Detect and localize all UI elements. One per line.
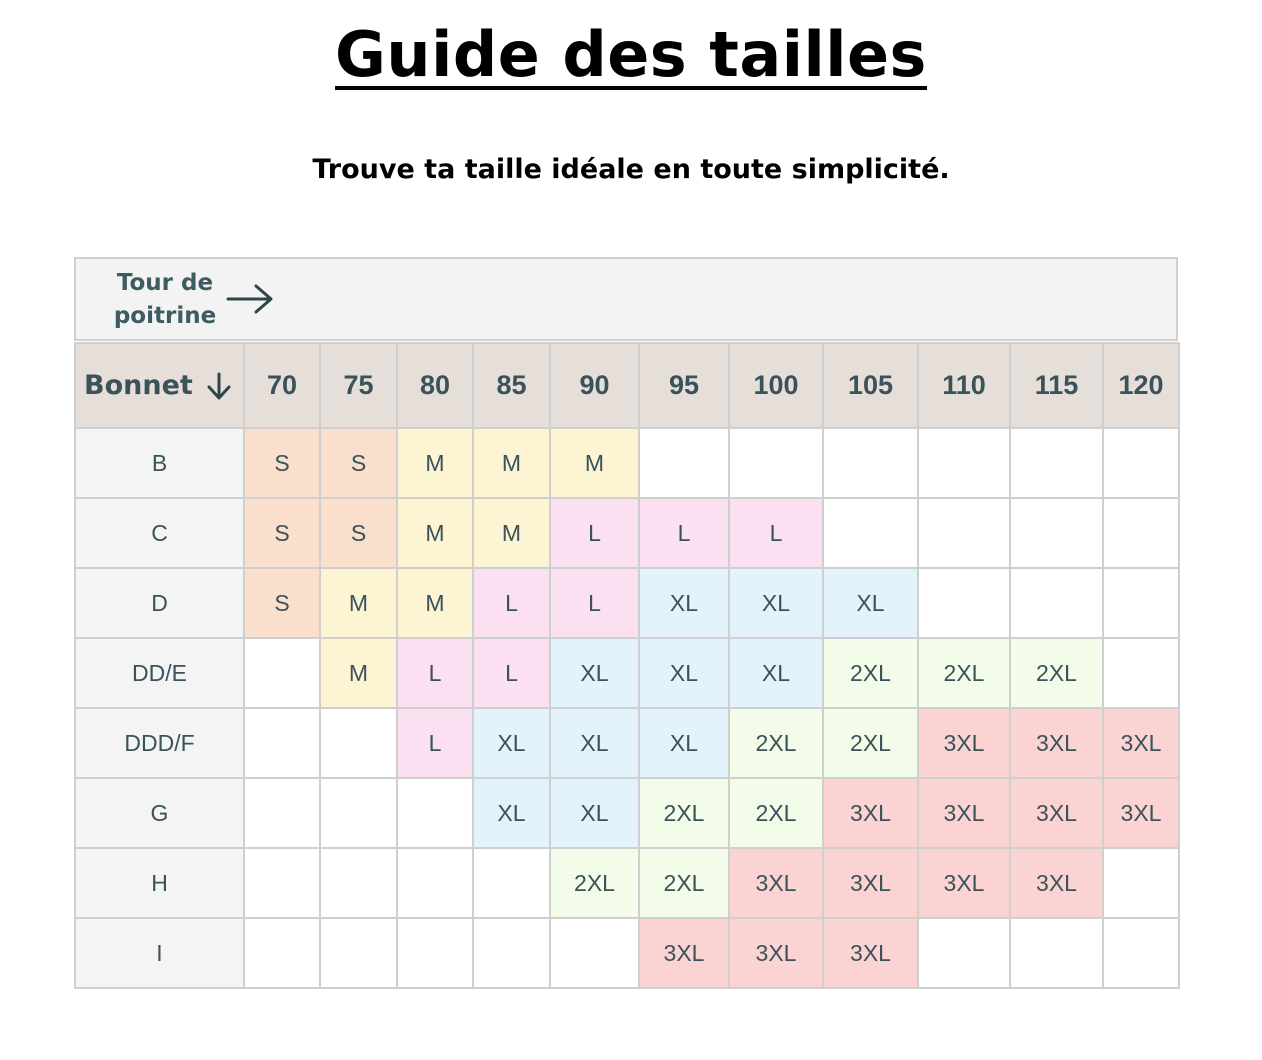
page-title: Guide des tailles — [335, 18, 927, 91]
empty-cell — [1010, 428, 1103, 498]
empty-cell — [473, 848, 550, 918]
size-cell: 2XL — [639, 848, 729, 918]
size-cell: XL — [639, 568, 729, 638]
cup-size-label: DD/E — [75, 638, 244, 708]
empty-cell — [244, 708, 320, 778]
cup-size-label: I — [75, 918, 244, 988]
cup-size-label: D — [75, 568, 244, 638]
size-cell: 2XL — [729, 708, 823, 778]
size-cell: XL — [729, 568, 823, 638]
cup-size-label: DDD/F — [75, 708, 244, 778]
size-cell: 3XL — [918, 708, 1010, 778]
band-size-header: 105 — [823, 343, 918, 428]
size-cell: XL — [473, 708, 550, 778]
empty-cell — [729, 428, 823, 498]
empty-cell — [244, 778, 320, 848]
size-cell: L — [397, 638, 473, 708]
size-cell: 3XL — [1010, 708, 1103, 778]
size-cell: L — [550, 568, 639, 638]
size-cell: S — [244, 498, 320, 568]
bonnet-header-cell — [75, 343, 244, 428]
empty-cell — [1103, 638, 1179, 708]
size-cell: 2XL — [639, 778, 729, 848]
table-row — [75, 568, 1179, 638]
size-cell: 2XL — [1010, 638, 1103, 708]
empty-cell — [1103, 428, 1179, 498]
band-size-header: 95 — [639, 343, 729, 428]
size-cell: XL — [729, 638, 823, 708]
size-cell: 2XL — [823, 638, 918, 708]
size-cell: XL — [550, 638, 639, 708]
tour-de-poitrine-header — [74, 257, 1178, 341]
size-cell: 3XL — [1103, 778, 1179, 848]
size-chart — [74, 257, 1180, 1008]
size-cell: 3XL — [918, 778, 1010, 848]
empty-cell — [1103, 498, 1179, 568]
empty-cell — [320, 918, 397, 988]
size-cell: 2XL — [918, 638, 1010, 708]
cup-size-label: B — [75, 428, 244, 498]
size-cell: M — [320, 638, 397, 708]
size-cell: L — [473, 638, 550, 708]
size-cell: L — [639, 498, 729, 568]
empty-cell — [823, 498, 918, 568]
table-row — [75, 708, 1179, 778]
table-row — [75, 498, 1179, 568]
table-row — [75, 638, 1179, 708]
empty-cell — [918, 568, 1010, 638]
size-cell: 3XL — [823, 918, 918, 988]
tour-de-poitrine-label: Tour de poitrine — [113, 270, 217, 329]
size-cell: 3XL — [729, 918, 823, 988]
band-size-header: 100 — [729, 343, 823, 428]
band-size-header: 80 — [397, 343, 473, 428]
empty-cell — [550, 918, 639, 988]
band-size-header-row — [75, 343, 1179, 428]
empty-cell — [244, 638, 320, 708]
empty-cell — [244, 848, 320, 918]
empty-cell — [918, 428, 1010, 498]
empty-cell — [320, 708, 397, 778]
empty-cell — [244, 918, 320, 988]
size-cell: S — [320, 428, 397, 498]
empty-cell — [918, 498, 1010, 568]
size-cell: 3XL — [1103, 708, 1179, 778]
empty-cell — [320, 778, 397, 848]
size-cell: M — [550, 428, 639, 498]
size-cell: M — [473, 498, 550, 568]
size-cell: 3XL — [918, 848, 1010, 918]
empty-cell — [473, 918, 550, 988]
size-cell: L — [729, 498, 823, 568]
empty-cell — [1010, 918, 1103, 988]
empty-cell — [1010, 498, 1103, 568]
size-cell: 2XL — [823, 708, 918, 778]
size-cell: 3XL — [1010, 778, 1103, 848]
size-cell: XL — [639, 708, 729, 778]
empty-cell — [397, 918, 473, 988]
empty-cell — [1103, 918, 1179, 988]
band-size-header: 115 — [1010, 343, 1103, 428]
size-cell: 3XL — [823, 848, 918, 918]
size-cell: 3XL — [1010, 848, 1103, 918]
empty-cell — [1010, 568, 1103, 638]
empty-cell — [397, 778, 473, 848]
empty-cell — [918, 918, 1010, 988]
empty-cell — [320, 848, 397, 918]
size-cell: XL — [550, 778, 639, 848]
size-cell: S — [320, 498, 397, 568]
arrow-down-icon — [206, 371, 232, 401]
size-cell: 2XL — [729, 778, 823, 848]
empty-cell — [639, 428, 729, 498]
size-cell: XL — [473, 778, 550, 848]
size-cell: 3XL — [823, 778, 918, 848]
band-size-header: 75 — [320, 343, 397, 428]
size-cell: XL — [639, 638, 729, 708]
empty-cell — [1103, 848, 1179, 918]
size-cell: M — [397, 498, 473, 568]
band-size-header: 70 — [244, 343, 320, 428]
size-cell: S — [244, 428, 320, 498]
table-row — [75, 918, 1179, 988]
size-cell: M — [397, 568, 473, 638]
size-cell: L — [550, 498, 639, 568]
cup-size-label: H — [75, 848, 244, 918]
empty-cell — [1103, 568, 1179, 638]
size-cell: M — [473, 428, 550, 498]
band-size-header: 120 — [1103, 343, 1179, 428]
size-cell: 3XL — [729, 848, 823, 918]
table-row — [75, 428, 1179, 498]
size-cell: L — [473, 568, 550, 638]
table-row — [75, 848, 1179, 918]
size-cell: XL — [823, 568, 918, 638]
size-grid — [74, 342, 1180, 989]
cup-size-label: C — [75, 498, 244, 568]
arrow-right-icon — [226, 277, 276, 321]
size-cell: M — [397, 428, 473, 498]
band-size-header: 110 — [918, 343, 1010, 428]
size-cell: L — [397, 708, 473, 778]
table-row — [75, 778, 1179, 848]
size-cell: S — [244, 568, 320, 638]
band-size-header: 85 — [473, 343, 550, 428]
empty-cell — [397, 848, 473, 918]
page-subtitle: Trouve ta taille idéale en toute simplicité. — [312, 154, 950, 185]
size-cell: 3XL — [639, 918, 729, 988]
size-cell: 2XL — [550, 848, 639, 918]
size-cell: XL — [550, 708, 639, 778]
empty-cell — [823, 428, 918, 498]
band-size-header: 90 — [550, 343, 639, 428]
bonnet-label: Bonnet — [84, 369, 193, 401]
cup-size-label: G — [75, 778, 244, 848]
size-cell: M — [320, 568, 397, 638]
